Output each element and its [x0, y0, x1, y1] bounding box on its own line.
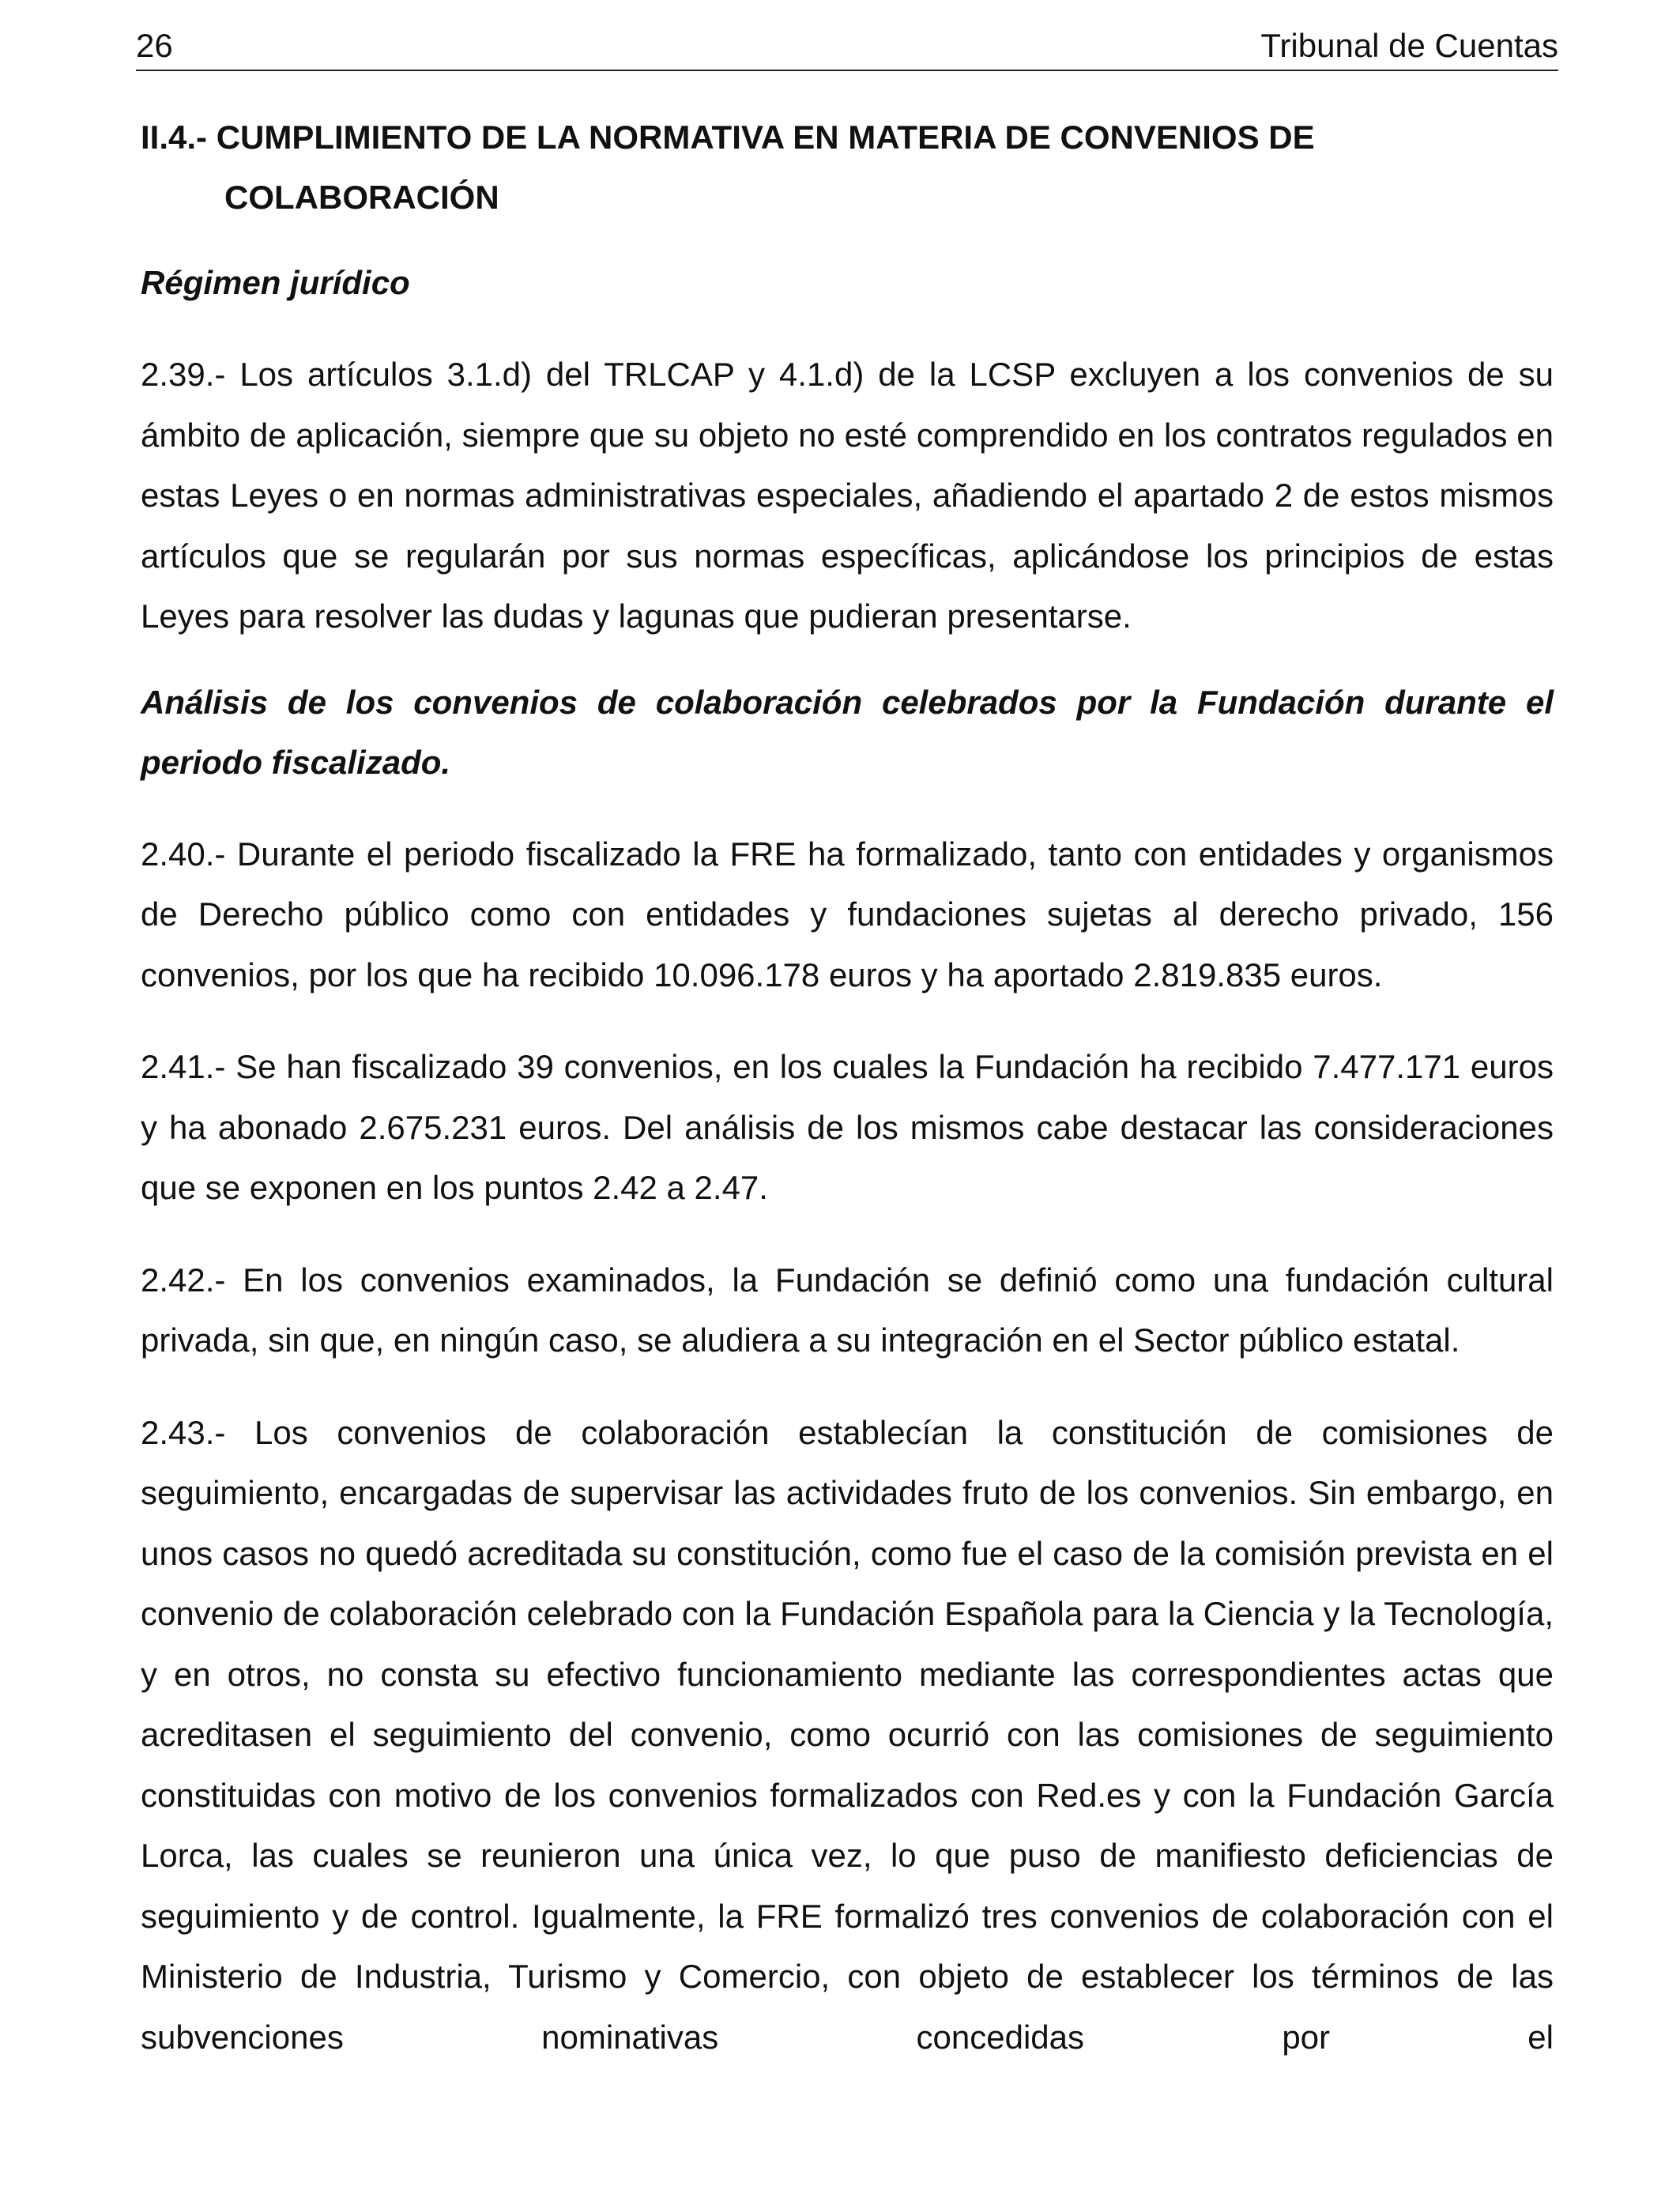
paragraph-2-42: 2.42.- En los convenios examinados, la Fundación se definió como una fundación cultural privada, sin que, en ningún caso, se aludiera a su integración en el Sector público estatal.: [141, 1261, 1554, 1359]
page-header: [136, 24, 1558, 71]
paragraph-2-41: 2.41.- Se han fiscalizado 39 convenios, en los cuales la Fundación ha recibido 7.477.171 euros y ha abonado 2.675.231 euros. Del análisis de los mismos cabe destacar las consideraciones que se exponen en los puntos 2.42 a 2.47.: [141, 1048, 1554, 1206]
subheading-legal-regime: Régimen jurídico: [141, 264, 410, 301]
paragraph-2-39: 2.39.- Los artículos 3.1.d) del TRLCAP y 4.1.d) de la LCSP excluyen a los convenios de su ámbito de aplicación, siempre que su objeto no esté comprendido en los contratos regulados en estas Leyes o en normas administrativas especiales, añadiendo el apartado 2 de estos mismos artículos que se regularán por sus normas específicas, aplicándose los principios de estas Leyes para resolver las dudas y lagunas que pudieran presentarse.: [141, 356, 1554, 635]
page-body: [141, 107, 1554, 2068]
subheading-agreements-analysis: Análisis de los convenios de colaboración celebrados por la Fundación durante el periodo fiscalizado.: [141, 683, 1554, 781]
page-number: 26: [136, 27, 173, 64]
running-title: Tribunal de Cuentas: [1260, 27, 1558, 64]
paragraph-2-43: 2.43.- Los convenios de colaboración establecían la constitución de comisiones de seguimiento, encargadas de supervisar las actividades fruto de los convenios. Sin embargo, en unos casos no quedó acreditada su constitución, como fue el caso de la comisión prevista en el convenio de colaboración celebrado con la Fundación Española para la Ciencia y la Tecnología, y en otros, no consta su efectivo funcionamiento mediante las correspondientes actas que acreditasen el seguimiento del convenio, como ocurrió con las comisiones de seguimiento constituidas con motivo de los convenios formalizados con Red.es y con la Fundación García Lorca, las cuales se reunieron una única vez, lo que puso de manifiesto deficiencias de seguimiento y de control. Igualmente, la FRE formalizó tres convenios de colaboración con el Ministerio de Industria, Turismo y Comercio, con objeto de establecer los términos de las subvenciones nominativas concedidas por el: [141, 1413, 1554, 2056]
paragraph-2-40: 2.40.- Durante el periodo fiscalizado la FRE ha formalizado, tanto con entidades y organismos de Derecho público como con entidades y fundaciones sujetas al derecho privado, 156 convenios, por los que ha recibido 10.096.178 euros y ha aportado 2.819.835 euros.: [141, 835, 1554, 993]
section-heading: II.4.- CUMPLIMIENTO DE LA NORMATIVA EN MATERIA DE CONVENIOS DE COLABORACIÓN: [141, 119, 1315, 216]
